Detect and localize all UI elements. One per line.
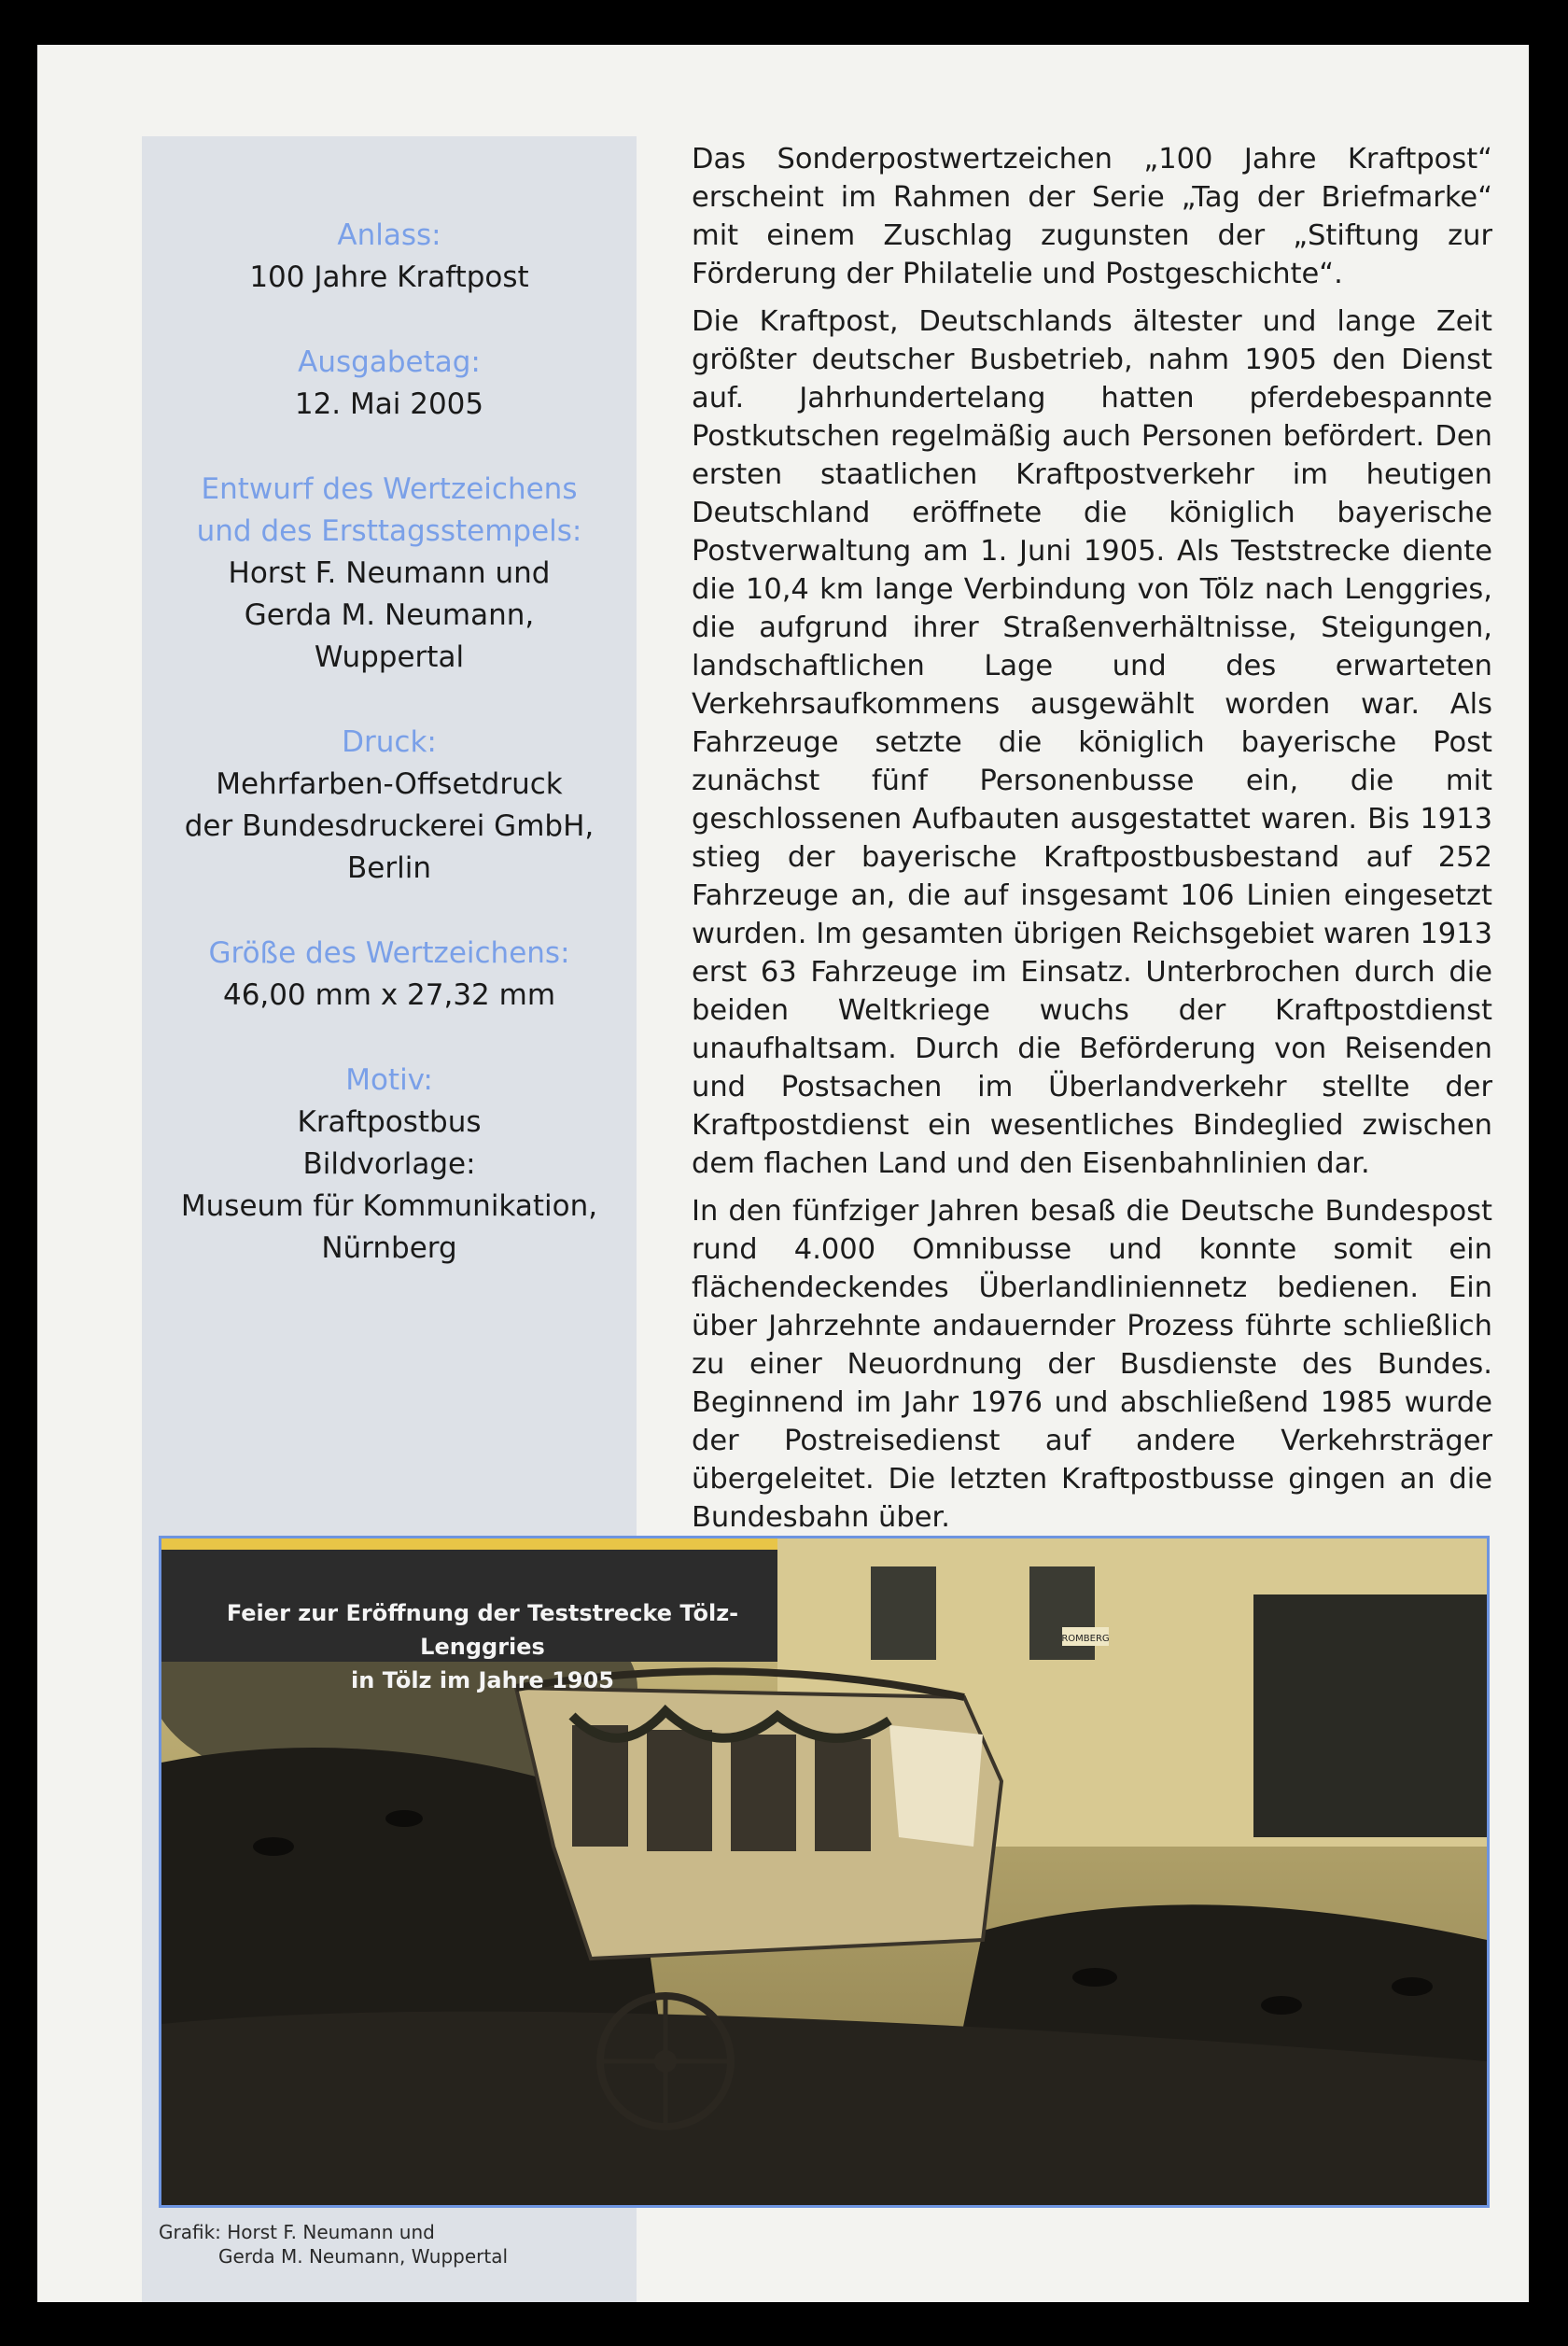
info-value: 46,00 mm x 27,32 mm xyxy=(222,978,556,1012)
graphic-credit xyxy=(159,2220,508,2269)
credit-line-2: Gerda M. Neumann, Wuppertal xyxy=(218,2245,509,2268)
info-value: Kraftpostbus xyxy=(297,1105,482,1139)
info-value: Gerda M. Neumann, xyxy=(244,598,535,632)
caption-band xyxy=(161,1538,777,1693)
info-value: der Bundesdruckerei GmbH, xyxy=(184,809,595,843)
info-value: 12. Mai 2005 xyxy=(294,387,484,421)
info-value: Bildvorlage: xyxy=(302,1147,476,1181)
caption-line-1: Feier zur Eröffnung der Teststrecke Tölz-Lenggries xyxy=(226,1600,739,1660)
info-value: Mehrfarben-Offsetdruck xyxy=(216,767,563,801)
shop-sign: ROMBERG xyxy=(1061,1634,1110,1644)
info-value: Berlin xyxy=(347,851,431,885)
info-block xyxy=(142,215,637,299)
historic-photo xyxy=(159,1536,1490,2208)
info-label: Entwurf des Wertzeichens xyxy=(201,472,578,506)
info-block xyxy=(142,1060,637,1270)
document-page xyxy=(37,45,1529,2302)
paragraph-history: Die Kraftpost, Deutschlands ältester und lange Zeit größter deutscher Busbetrieb, nahm 1905 den Dienst auf. Jahrhundertelang hatten pferdebespannte Postkutschen regelmäßig auch Personen befördert. Den ersten staatlichen Kraftpostverkehr im heutigen Deutschland eröffnete die königlich bayerische Postverwaltung am 1. Juni 1905. Als Teststrecke diente die 10,4 km lange Verbindung von Tölz nach Lenggries, die aufgrund ihrer Straßenverhältnisse, Steigungen, landschaftlichen Lage und des erwarteten Verkehrsaufkommens ausgewählt worden war. Als Fahrzeuge setzte die königlich bayerische Post zunächst fünf Personenbusse ein, die mit geschlossenen Aufbauten ausgestattet waren. Bis 1913 stieg der bayerische Kraftpostbusbestand auf 252 Fahrzeuge an, die auf insgesamt 106 Linien eingesetzt wurden. Im gesamten übrigen Reichsgebiet waren 1913 erst 63 Fahrzeuge im Einsatz. Unterbrochen durch die beiden Weltkriege wuchs der Kraftpostdienst unaufhaltsam. Durch die Beförderung von Reisenden und Postsachen im Überlandverkehr stellte der Kraftpostdienst ein wesentliches Bindeglied zwischen dem flachen Land und den Eisenbahnlinien dar. xyxy=(692,305,1492,1180)
info-block xyxy=(142,933,637,1017)
issue-info xyxy=(142,215,637,1313)
body-text xyxy=(692,140,1492,1546)
info-label: und des Ersttagsstempels: xyxy=(196,514,582,548)
info-value: 100 Jahre Kraftpost xyxy=(249,260,529,294)
info-label: Größe des Wertzeichens: xyxy=(208,936,570,970)
info-value: Museum für Kommunikation, xyxy=(180,1189,598,1223)
paragraph-fifties: In den fünfziger Jahren besaß die Deutsche Bundespost rund 4.000 Omnibusse und konnte somit ein flächendeckendes Überlandliniennetz bedienen. Ein über Jahrzehnte andauernder Prozess führte schließlich zu einer Neuordnung der Busdienste des Bundes. Beginnend im Jahr 1976 und abschließend 1985 wurde der Postreisedienst auf andere Verkehrsträger übergeleitet. Die letzten Kraftpostbusse gingen an die Bundesbahn über. xyxy=(692,1195,1492,1534)
photo-caption xyxy=(184,1596,781,1697)
info-value: Nürnberg xyxy=(321,1231,457,1265)
paragraph-intro: Das Sonderpostwertzeichen „100 Jahre Kraftpost“ erscheint im Rahmen der Serie „Tag der Briefmarke“ mit einem Zuschlag zugunsten der „Stiftung zur Förderung der Philatelie und Postgeschichte“. xyxy=(692,143,1492,290)
info-block xyxy=(142,722,637,890)
info-label: Motiv: xyxy=(345,1063,433,1097)
info-value: Horst F. Neumann und xyxy=(228,556,551,590)
credit-line-1: Grafik: Horst F. Neumann und xyxy=(159,2221,435,2243)
info-label: Ausgabetag: xyxy=(298,345,481,379)
caption-line-2: in Tölz im Jahre 1905 xyxy=(351,1667,614,1693)
info-value: Wuppertal xyxy=(314,640,465,674)
info-block xyxy=(142,469,637,679)
info-label: Druck: xyxy=(342,725,437,759)
info-block xyxy=(142,342,637,426)
info-label: Anlass: xyxy=(337,218,441,252)
